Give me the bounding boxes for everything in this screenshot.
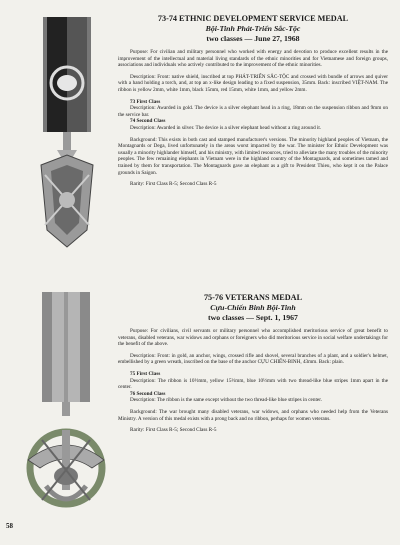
medal-classes-date: two classes — June 27, 1968 [206, 34, 300, 43]
medal-title: 75-76 VETERANS MEDAL [203, 293, 303, 302]
second-class-heading: 74 Second Class [130, 118, 166, 125]
page-number: 58 [6, 522, 13, 530]
purpose-paragraph: Purpose: For civilian and military personnel who worked with energy and devotion to produce excellent results in the improvement of the intellectual and material living standards of the ethnic minorities and for Vietnamese and foreign groups, associations and individuals who actively contributed to the improvement of the ethnic minorities. [118, 49, 388, 69]
medal-75-76-section [118, 293, 388, 434]
rarity-line: Rarity: First Class R-5; Second Class R-5 [130, 427, 217, 434]
background-paragraph: Background: This exists in both cast and stamped manufacturer's versions. The minority highland peoples of Vietnam, the Montagnards or Dega, lived unfortunately in the areas worst impacted by the war. The minister for Ethnic Development was usually a minority highlander himself, and his ministry, with limited resources, tried to alleviate the many troubles of the minority peoples. The few remaining elephants in Vietnam were in the highland country of the Montagnards, and sometimes tamed and trained by them for transportation. The Montagnards gave an elephant as a gift to President Thieu, who kept it on the Palace grounds in Saigon. [118, 136, 388, 176]
ethnic-development-medal-image [25, 15, 110, 260]
medal-vietnamese-name: Cựu-Chiến Binh Bội-Tinh [210, 303, 296, 312]
rarity-line: Rarity: First Class R-5; Second Class R-5 [130, 181, 217, 188]
veterans-medal-image [22, 290, 110, 530]
purpose-paragraph: Purpose: For civilians, civil servants or military personnel who accomplished meritorious service of great benefit to veterans, disabled veterans, war widows and orphans or foreigners who did meritorious service in social welfare undertakings for the benefit of the above. [118, 328, 388, 348]
first-class-heading: 73 First Class [130, 98, 161, 105]
second-class-heading: 76 Second Class [130, 390, 166, 397]
background-paragraph: Background: The war brought many disabled veterans, war widows, and orphans who needed help from the Veterans Ministry. A version of this medal exists with a prong back and no ribbon, perhaps for women veterans. [118, 408, 388, 422]
first-class-heading: 75 First Class [130, 370, 161, 377]
first-class-description: Description: Awarded in gold. The device is a silver elephant head in a ring, 18mm on the suspension ribbon and 9mm on the service bar. [118, 105, 388, 118]
description-paragraph: Description: Front: in gold, an anchor, wings, crossed rifle and shovel, several branches of a plant, and a soldier's helmet, embellished by a green wreath, inscribed on the base of the anchor CỰU CHIẾN-BINH, 43mm. Back: plain. [118, 352, 388, 366]
medal-classes-date: two classes — Sept. 1, 1967 [208, 313, 298, 322]
description-paragraph: Description: Front: native shield, inscribed at top PHÁT-TRIỂN SẮC-TỘC and crossed with bundle of arrows and quiver with a hand holding a torch, and, at top an x-like design leading to a fixed suspension, 35mm. Back: inscribed VIỆT-NAM. The ribbon is yellow 2mm, white 1mm, black 15mm, red 15mm, white 1mm, and yellow 2mm. [118, 73, 388, 93]
first-class-description: Description: The ribbon is 10½mm, yellow 15½mm, blue 10½mm with two thread-like blue stripes 1mm apart in the center. [118, 377, 388, 391]
medal-73-74-section [118, 14, 388, 188]
second-class-description: Description: Awarded in silver. The device is a silver elephant head without a ring around it. [130, 124, 322, 131]
second-class-description: Description: The ribbon is the same except without the two thread-like blue stripes in center. [130, 397, 322, 404]
medal-title: 73-74 ETHNIC DEVELOPMENT SERVICE MEDAL [157, 14, 349, 23]
medal-vietnamese-name: Bội-Tinh Phát-Triển Sắc-Tộc [205, 24, 301, 33]
